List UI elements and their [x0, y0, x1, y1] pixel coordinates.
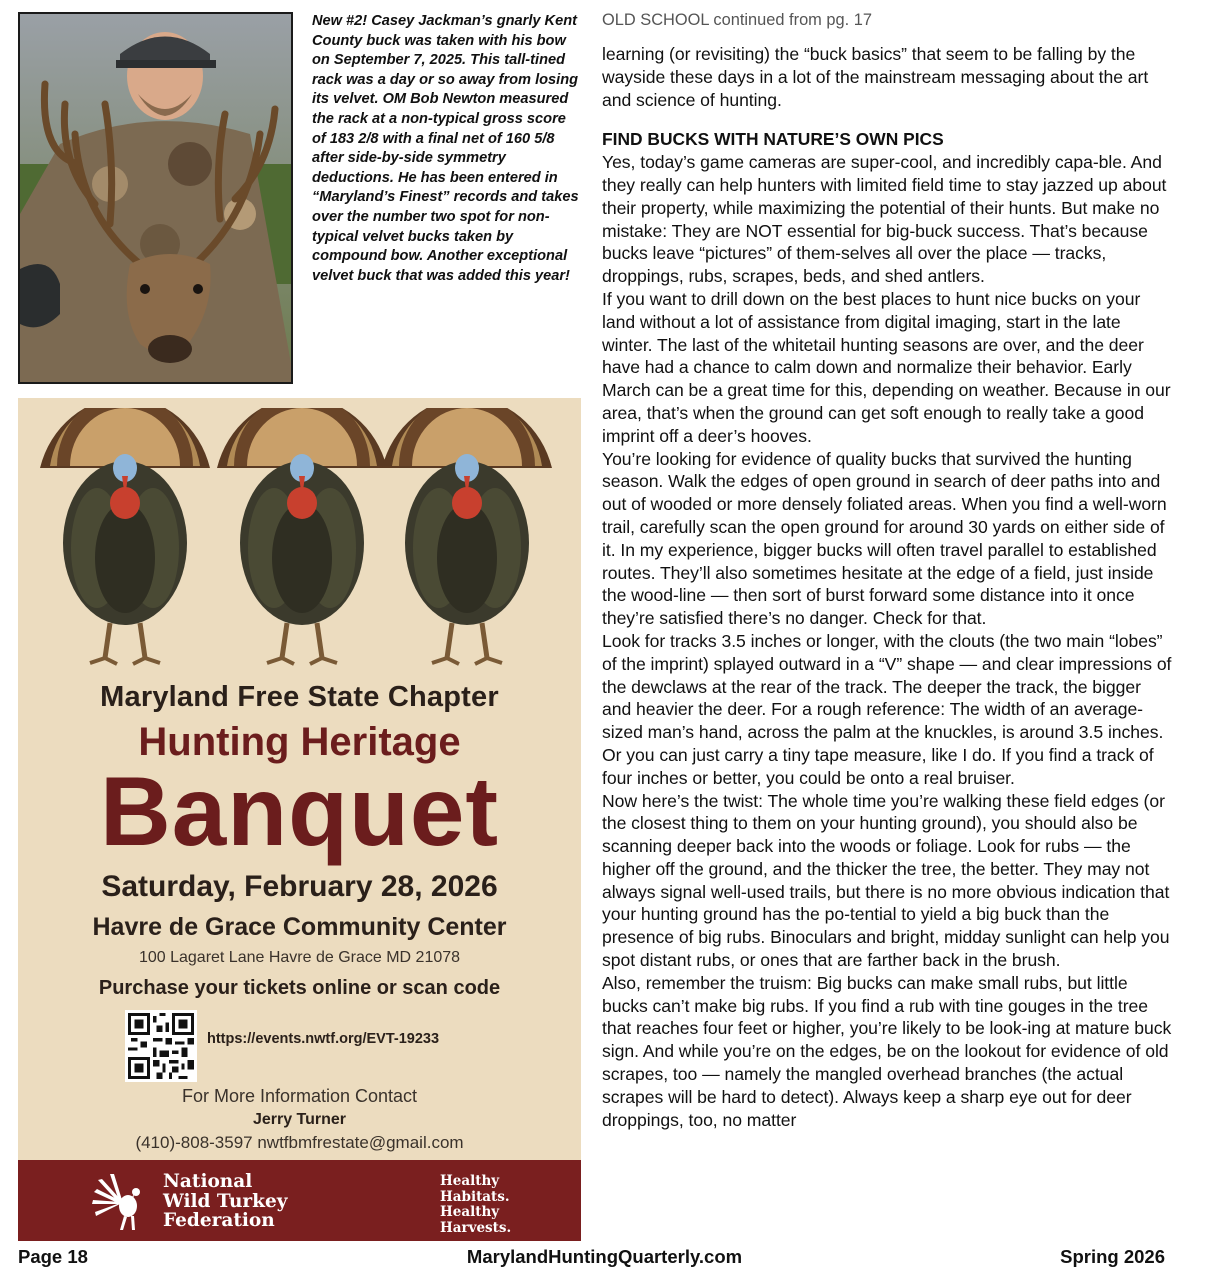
- article-paragraph: Also, remember the truism: Big bucks can make small rubs, but little bucks can’t make big rubs. If you find a rub with tine gouges in the tree that reaches four feet or higher, you’re likely to be look-ing at mature buck sign. And while you’re on the edges, be on the lookout for evidence of old scrapes, too — namely the mangled overhead branches (the actual scrapes will be hard to detect). Always keep a sharp eye out for deer droppings, too, no matter: [602, 972, 1172, 1130]
- page-number: Page 18: [18, 1246, 88, 1267]
- nwtf-tagline: Healthy Habitats. Healthy Harvests.: [440, 1173, 512, 1237]
- ad-chapter: Maryland Free State Chapter: [100, 681, 499, 713]
- ad-date: Saturday, February 28, 2026: [101, 870, 498, 903]
- article-paragraph: Yes, today’s game cameras are super-cool, and incredibly capa-ble. And they really can help hunters with limited field time to stay jazzed up about their property, while maximizing the potential of their hunts. But make no mistake: They are NOT essential for big-buck success. That’s because bucks leave “pictures” of them-selves all over the place — tracks, droppings, rubs, scrapes, beds, and shed antlers.: [602, 152, 1167, 287]
- ad-banquet: Banquet: [100, 756, 499, 866]
- article-paragraph: Now here’s the twist: The whole time you’re walking these field edges (or the closest thing to them on your hunting ground), you should also be scanning deeper back into the woods or foliage. Look for rubs — the higher off the ground, and the thicker the tree, the better. They may not always signal well-used trails, but there is no more obvious indication that your hunting ground has the po-tential to yield a big buck than the presence of big rubs. Binoculars and bright, midday sunlight can help you spot distant rubs, or ones that are farther back in the brush.: [602, 790, 1170, 971]
- article-paragraph: You’re looking for evidence of quality bucks that survived the hunting season. Walk the edges of open ground in search of deer paths into and out of wooded or more densely foliated areas. When you find a well-worn trail, carefully scan the open ground for around 30 yards on either side of it. In my experience, bigger bucks will often travel parallel to established routes. They’ll also sometimes hesitate at the edge of a field, just inside the wood-line — then sort of burst forward some distance into it once they’re satisfied there’s no danger. Check for that.: [602, 448, 1167, 629]
- article-column: [602, 9, 1172, 1131]
- qr-code[interactable]: [125, 1010, 197, 1082]
- ad-venue: Havre de Grace Community Center: [92, 913, 507, 941]
- article-paragraph: If you want to drill down on the best places to hunt nice bucks on your land without a lot of assistance from digital imaging, start in the late winter. The last of the whitetail hunting seasons are over, and the deer have had a chance to calm down and normalize their behavior. Early March can be a great time for this, depending on weather. Because in our area, that’s when the ground can get soft enough to really take a good imprint off a deer’s hooves.: [602, 288, 1171, 446]
- ad-address: 100 Lagaret Lane Havre de Grace MD 21078: [138, 949, 461, 966]
- banquet-ad: [18, 398, 581, 1241]
- continued-line: OLD SCHOOL continued from pg. 17: [602, 11, 872, 29]
- nwtf-banner: [18, 1160, 581, 1241]
- ad-purchase: Purchase your tickets online or scan code: [98, 977, 501, 999]
- ad-heritage: Hunting Heritage: [138, 720, 461, 764]
- article-intro: learning (or revisiting) the “buck basics” that seem to be falling by the wayside these days in a lot of the mainstream messaging about the art and science of hunting.: [602, 44, 1149, 110]
- photo-caption: New #2! Casey Jackman’s gnarly Kent County buck was taken with his bow on September 7, 2025. This tall-tined rack was a day or so away from losing its velvet. OM Bob Newton measured the rack at a non-typical gross score of 183 2/8 with a final net of 160 5/8 after side-by-side symmetry deductions. He has been entered in “Maryland’s Finest” records and takes over the number two spot for non-typical velvet bucks taken by compound bow. Another exceptional velvet buck that was added this year!: [312, 13, 579, 284]
- qr-code-icon: [128, 1013, 194, 1079]
- buck-photo: [18, 12, 293, 384]
- nwtf-name: National Wild Turkey Federation: [163, 1171, 288, 1231]
- article-paragraph: Look for tracks 3.5 inches or longer, with the clouts (the two main “lobes” of the imprint) splayed outward in a “V” shape — and clear impressions of the dewclaws at the rear of the track. The deeper the track, the bigger and heavier the deer. For a rough reference: The width of an average-sized man’s hand, across the palm at the knuckles, is around 3.5 inches. Or you can just carry a tiny tape measure, like I do. If you find a track of four inches or better, you could be onto a real bruiser.: [602, 630, 1172, 788]
- ad-info: For More Information Contact: [181, 1086, 418, 1106]
- turkeys-illustration: [18, 408, 581, 678]
- ad-contact: Jerry Turner: [252, 1111, 347, 1128]
- ad-phone-email: (410)-808-3597 nwtfbmfrestate@gmail.com: [135, 1133, 464, 1152]
- issue-label: Spring 2026: [1060, 1246, 1165, 1267]
- nwtf-turkey-logo-icon: [90, 1170, 150, 1232]
- ad-url[interactable]: https://events.nwtf.org/EVT-19233: [207, 1031, 440, 1047]
- site-url[interactable]: MarylandHuntingQuarterly.com: [466, 1246, 743, 1267]
- hunter-buck-image: [20, 14, 293, 384]
- section-heading: FIND BUCKS WITH NATURE’S OWN PICS: [602, 129, 944, 150]
